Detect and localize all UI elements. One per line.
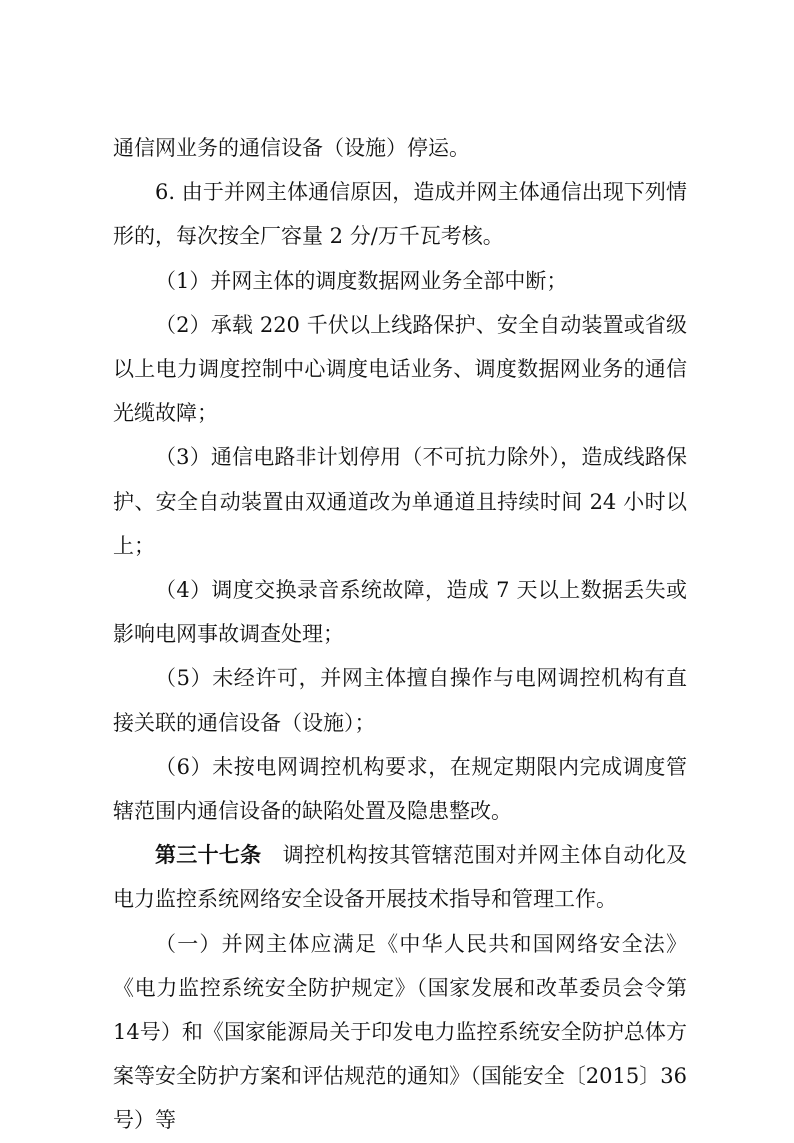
paragraph-continuation: 通信网业务的通信设备（设施）停运。	[113, 136, 470, 160]
article-37-heading: 第三十七条	[155, 843, 262, 868]
article-37-body: 调控机构按其管辖范围对并网主体自动化及电力监控系统网络安全设备开展技术指导和管理工作。	[113, 843, 688, 912]
paragraph-subitem-1: （1）并网主体的调度数据网业务全部中断；	[155, 268, 568, 293]
document-body	[113, 126, 687, 1143]
paragraph-subitem-6: （6）未按电网调控机构要求，在规定期限内完成调度管辖范围内通信设备的缺陷处置及隐患整改。	[113, 754, 687, 824]
paragraph-subitem-2: （2）承载 220 千伏以上线路保护、安全自动装置或省级以上电力调度控制中心调度电话业务、调度数据网业务的通信光缆故障；	[113, 312, 687, 426]
paragraph-item-6: 6. 由于并网主体通信原因，造成并网主体通信出现下列情形的，每次按全厂容量 2 分/万千瓦考核。	[113, 180, 687, 249]
paragraph-clause-1: （一）并网主体应满足《中华人民共和国网络安全法》《电力监控系统安全防护规定》（国家发展和改革委员会令第14号）和《国家能源局关于印发电力监控系统安全防护总体方案等安全防护方案和评估规范的通知》（国能安全〔2015〕36号）等	[113, 931, 687, 1133]
paragraph-subitem-5: （5）未经许可，并网主体擅自操作与电网调控机构有直接关联的通信设备（设施）；	[113, 666, 687, 735]
article-37-paragraph	[113, 833, 687, 921]
paragraph-subitem-3: （3）通信电路非计划停用（不可抗力除外），造成线路保护、安全自动装置由双通道改为单通道且持续时间 24 小时以上；	[113, 445, 687, 558]
paragraph-subitem-4: （4）调度交换录音系统故障，造成 7 天以上数据丢失或影响电网事故调查处理；	[113, 578, 687, 647]
